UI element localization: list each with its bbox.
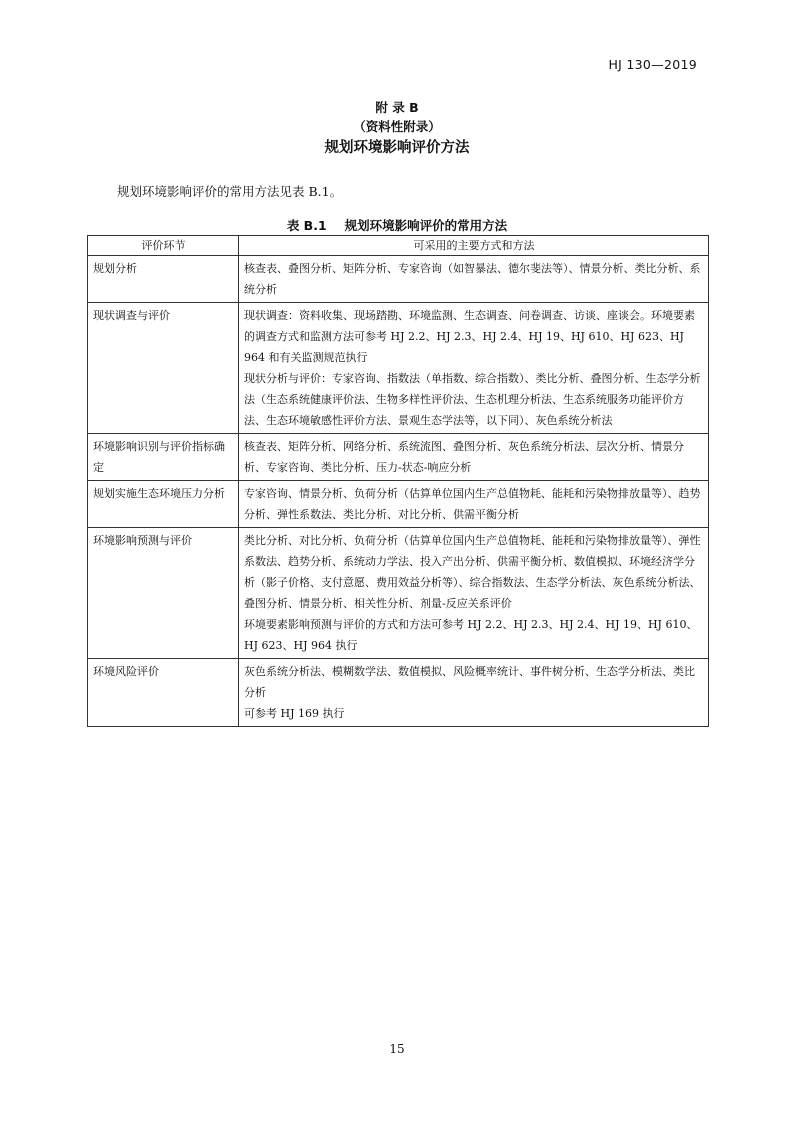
methods-cell	[239, 434, 709, 481]
stage-cell: 环境风险评价	[88, 659, 239, 727]
header-methods: 可采用的主要方式和方法	[239, 236, 709, 256]
standard-number: HJ 130—2019	[608, 57, 697, 72]
stage-cell: 规划分析	[88, 256, 239, 303]
stage-cell: 现状调查与评价	[88, 303, 239, 434]
table-row	[88, 659, 709, 727]
table-row	[88, 434, 709, 481]
table-header-row	[88, 236, 709, 256]
methods-text: 现状调查：资料收集、现场踏勘、环境监测、生态调查、问卷调查、访谈、座谈会。环境要素的调查方式和监测方法可参考 HJ 2.2、HJ 2.3、HJ 2.4、HJ 19、HJ 610、HJ 623、HJ 964 和有关监测规范执行	[244, 309, 695, 364]
methods-text: 类比分析、对比分析、负荷分析（估算单位国内生产总值物耗、能耗和污染物排放量等）、弹性系数法、趋势分析、系统动力学法、投入产出分析、供需平衡分析、数值模拟、环境经济学分析（影子价格、支付意愿、费用效益分析等）、综合指数法、生态学分析法、灰色系统分析法、叠图分析、情景分析、相关性分析、剂量-反应关系评价	[244, 534, 701, 610]
methods-cell	[239, 256, 709, 303]
table-caption-title: 规划环境影响评价的常用方法	[344, 218, 508, 233]
methods-table	[87, 235, 709, 727]
table-caption	[0, 216, 794, 234]
stage-cell: 环境影响识别与评价指标确定	[88, 434, 239, 481]
methods-cell	[239, 481, 709, 528]
table-row	[88, 256, 709, 303]
header-stage: 评价环节	[88, 236, 239, 256]
methods-text: 环境要素影响预测与评价的方式和方法可参考 HJ 2.2、HJ 2.3、HJ 2.4、HJ 19、HJ 610、HJ 623、HJ 964 执行	[244, 618, 698, 652]
methods-text: 核查表、矩阵分析、网络分析、系统流图、叠图分析、灰色系统分析法、层次分析、情景分析、专家咨询、类比分析、压力-状态-响应分析	[244, 440, 684, 474]
methods-cell	[239, 659, 709, 727]
table-row	[88, 303, 709, 434]
table-row	[88, 481, 709, 528]
page-number: 15	[389, 1042, 405, 1056]
methods-cell	[239, 303, 709, 434]
methods-text: 专家咨询、情景分析、负荷分析（估算单位国内生产总值物耗、能耗和污染物排放量等）、趋势分析、弹性系数法、类比分析、对比分析、供需平衡分析	[244, 487, 701, 521]
appendix-label: 附 录 B	[375, 100, 419, 115]
methods-text: 可参考 HJ 169 执行	[244, 707, 345, 720]
intro-paragraph: 规划环境影响评价的常用方法见表 B.1。	[117, 184, 343, 199]
methods-cell	[239, 528, 709, 659]
stage-cell: 环境影响预测与评价	[88, 528, 239, 659]
methods-text: 现状分析与评价：专家咨询、指数法（单指数、综合指数）、类比分析、叠图分析、生态学分析法（生态系统健康评价法、生物多样性评价法、生态机理分析法、生态系统服务功能评价方法、生态环境敏感性评价方法、景观生态学法等，以下同）、灰色系统分析法	[244, 372, 701, 427]
appendix-kind: （资料性附录）	[353, 119, 441, 134]
table-caption-number: 表 B.1	[286, 218, 327, 233]
methods-text: 核查表、叠图分析、矩阵分析、专家咨询（如智暴法、德尔斐法等）、情景分析、类比分析、系统分析	[244, 262, 701, 296]
table-row	[88, 528, 709, 659]
methods-text: 灰色系统分析法、模糊数学法、数值模拟、风险概率统计、事件树分析、生态学分析法、类比分析	[244, 665, 695, 699]
appendix-title: 规划环境影响评价方法	[324, 140, 470, 156]
stage-cell: 规划实施生态环境压力分析	[88, 481, 239, 528]
